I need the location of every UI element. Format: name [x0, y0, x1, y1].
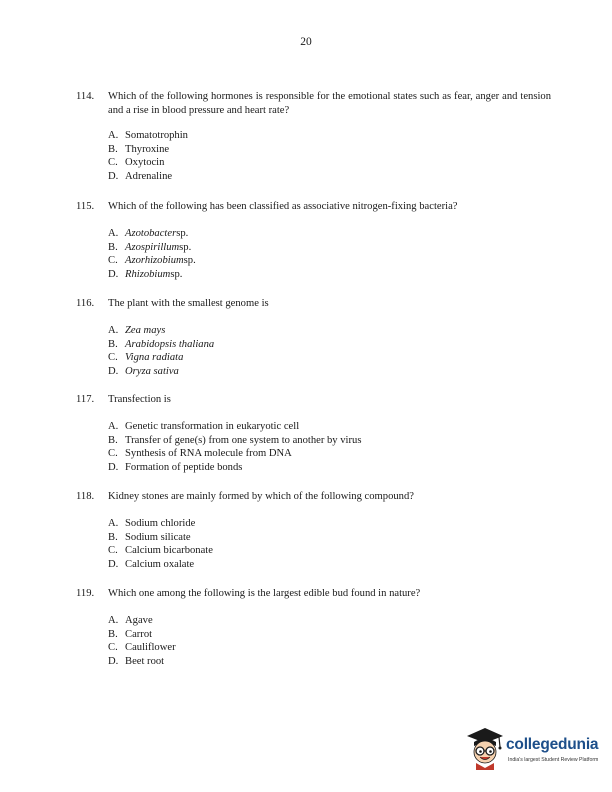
option-c: C. Azorhizobium sp. [108, 255, 196, 267]
question-number: 119. [76, 588, 95, 599]
option-d: D. Rhizobium sp. [108, 268, 183, 280]
collegedunia-logo [464, 724, 604, 774]
question-text: Transfection is [108, 394, 171, 405]
option-b: B. Sodium silicate [108, 531, 191, 543]
option-b: B. Azospirillum sp. [108, 241, 192, 253]
logo-tagline: India's largest Student Review Platform [508, 757, 599, 763]
option-a: A. Somatotrophin [108, 130, 188, 141]
question-text: Which of the following hormones is responsible for the emotional states such as fear, anger and tension and a rise in blood pressure and heart rate? [108, 91, 551, 116]
mascot-icon [464, 724, 506, 770]
question-115 [76, 200, 551, 281]
option-b: B. Arabidopsis thaliana [108, 338, 215, 350]
option-a: A. Genetic transformation in eukaryotic cell [108, 421, 300, 432]
options-list [108, 324, 551, 378]
option-c: C. Cauliflower [108, 642, 176, 654]
option-a: A. Agave [108, 615, 153, 626]
option-b: B. Thyroxine [108, 143, 170, 155]
question-119 [76, 587, 551, 668]
option-a: A. Zea mays [108, 325, 166, 336]
question-number: 115. [76, 201, 95, 212]
option-b: B. Transfer of gene(s) from one system to another by virus [108, 434, 362, 446]
option-c: C. Calcium bicarbonate [108, 545, 213, 557]
option-a: A. Azotobacter sp. [108, 228, 189, 239]
question-118 [76, 490, 551, 571]
question-text: Which of the following has been classified as associative nitrogen-fixing bacteria? [108, 201, 458, 212]
option-d: D. Adrenaline [108, 170, 173, 182]
options-list [108, 227, 551, 281]
question-number: 118. [76, 491, 95, 502]
question-number: 114. [76, 91, 95, 102]
question-116 [76, 297, 551, 378]
question-text: Which one among the following is the largest edible bud found in nature? [108, 588, 421, 599]
option-b: B. Carrot [108, 628, 153, 640]
options-list [108, 420, 551, 474]
question-number: 116. [76, 298, 95, 309]
options-list [108, 517, 551, 571]
logo-name: collegedunia [506, 736, 599, 753]
option-d: D. Beet root [108, 655, 165, 667]
option-c: C. Oxytocin [108, 157, 165, 169]
page-number: 20 [300, 36, 312, 48]
question-114 [76, 90, 551, 183]
question-number: 117. [76, 394, 95, 405]
options-list [108, 614, 551, 668]
option-d: D. Calcium oxalate [108, 558, 195, 570]
question-text: The plant with the smallest genome is [108, 298, 269, 309]
question-text: Kidney stones are mainly formed by which of the following compound? [108, 491, 414, 502]
option-c: C. Vigna radiata [108, 352, 184, 364]
options-list [108, 129, 551, 183]
option-a: A. Sodium chloride [108, 518, 196, 529]
question-117 [76, 393, 551, 474]
option-d: D. Formation of peptide bonds [108, 461, 243, 473]
option-d: D. Oryza sativa [108, 365, 179, 377]
option-c: C. Synthesis of RNA molecule from DNA [108, 448, 292, 460]
